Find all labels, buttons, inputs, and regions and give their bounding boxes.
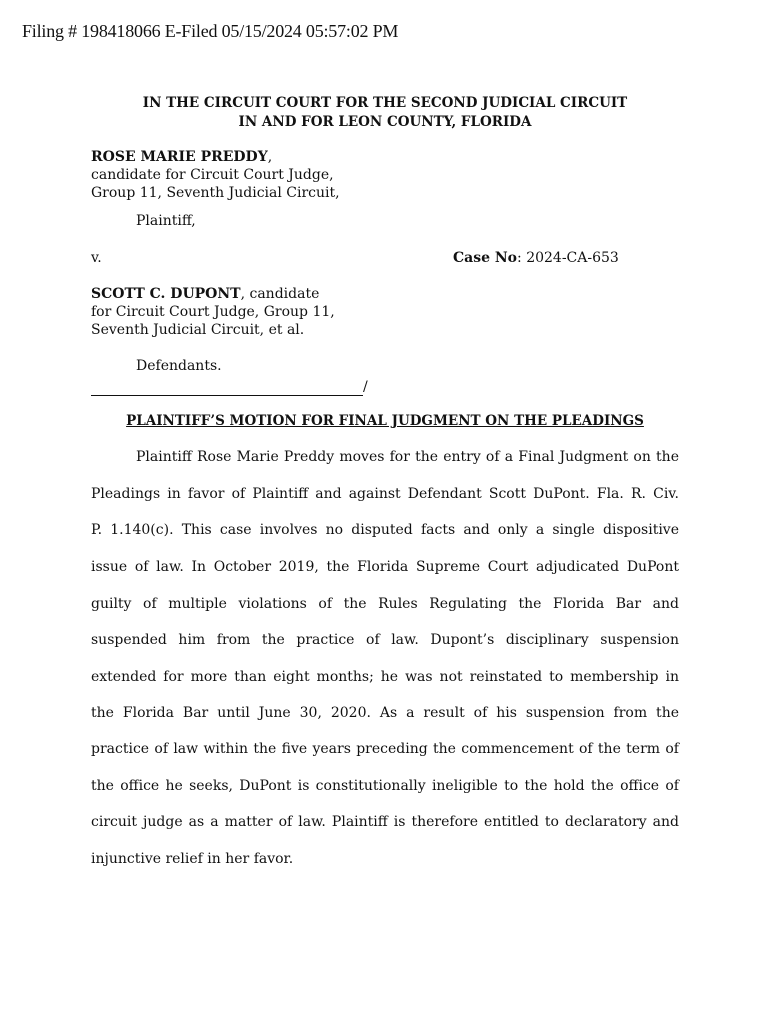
defendant-name: SCOTT C. DUPONT: [91, 286, 241, 302]
body-line-10: the office he seeks, DuPont is constitutionally ineligible to the hold the office of: [91, 778, 679, 794]
body-line-6: suspended him from the practice of law. Dupont’s disciplinary suspension: [91, 632, 679, 648]
defendant-desc-line-1: for Circuit Court Judge, Group 11,: [91, 304, 335, 320]
body-line-12: injunctive relief in her favor.: [91, 851, 294, 867]
motion-title-text: PLAINTIFF’S MOTION FOR FINAL JUDGMENT ON THE PLEADINGS: [126, 413, 644, 429]
signature-slash: /: [363, 379, 368, 395]
motion-title: [0, 413, 770, 429]
plaintiff-name-line: [91, 148, 340, 166]
plaintiff-name-suffix: ,: [267, 149, 273, 165]
body-line-7: extended for more than eight months; he was not reinstated to membership in: [91, 669, 679, 685]
case-number-label: Case No: [453, 250, 518, 266]
case-number-value: 2024-CA-653: [526, 250, 619, 266]
plaintiff-desc-line-2: Group 11, Seventh Judicial Circuit,: [91, 185, 340, 201]
signature-rule: [91, 379, 363, 396]
signature-line: [91, 379, 368, 395]
plaintiff-role: Plaintiff,: [136, 213, 196, 229]
body-line-9: practice of law within the five years preceding the commencement of the term of: [91, 741, 679, 757]
defendant-name-suffix: , candidate: [240, 286, 320, 302]
body-line-4: issue of law. In October 2019, the Florida Supreme Court adjudicated DuPont: [91, 559, 679, 575]
body-line-5: guilty of multiple violations of the Rules Regulating the Florida Bar and: [91, 596, 679, 612]
body-line-2: Pleadings in favor of Plaintiff and against Defendant Scott DuPont. Fla. R. Civ.: [91, 486, 679, 502]
case-number-separator: :: [517, 250, 527, 266]
body-line-11: circuit judge as a matter of law. Plaintiff is therefore entitled to declaratory and: [91, 814, 679, 830]
body-line-3: P. 1.140(c). This case involves no disputed facts and only a single dispositive: [91, 522, 679, 538]
body-line-1: Plaintiff Rose Marie Preddy moves for the entry of a Final Judgment on the: [136, 449, 679, 465]
defendant-desc-line-2: Seventh Judicial Circuit, et al.: [91, 322, 305, 338]
plaintiff-block: [91, 148, 340, 202]
case-number-line: [453, 250, 619, 266]
plaintiff-name: ROSE MARIE PREDDY: [91, 149, 268, 165]
defendant-block: [91, 285, 335, 339]
court-heading-line-1: IN THE CIRCUIT COURT FOR THE SECOND JUDICIAL CIRCUIT: [142, 95, 628, 111]
defendant-role: Defendants.: [136, 358, 222, 374]
versus-label: v.: [91, 250, 102, 266]
plaintiff-desc-line-1: candidate for Circuit Court Judge,: [91, 167, 334, 183]
court-heading-line-2: IN AND FOR LEON COUNTY, FLORIDA: [238, 114, 532, 130]
defendant-name-line: [91, 285, 335, 303]
filing-stamp: Filing # 198418066 E-Filed 05/15/2024 05:57:02 PM: [22, 21, 399, 41]
body-line-8: the Florida Bar until June 30, 2020. As a result of his suspension from the: [91, 705, 679, 721]
